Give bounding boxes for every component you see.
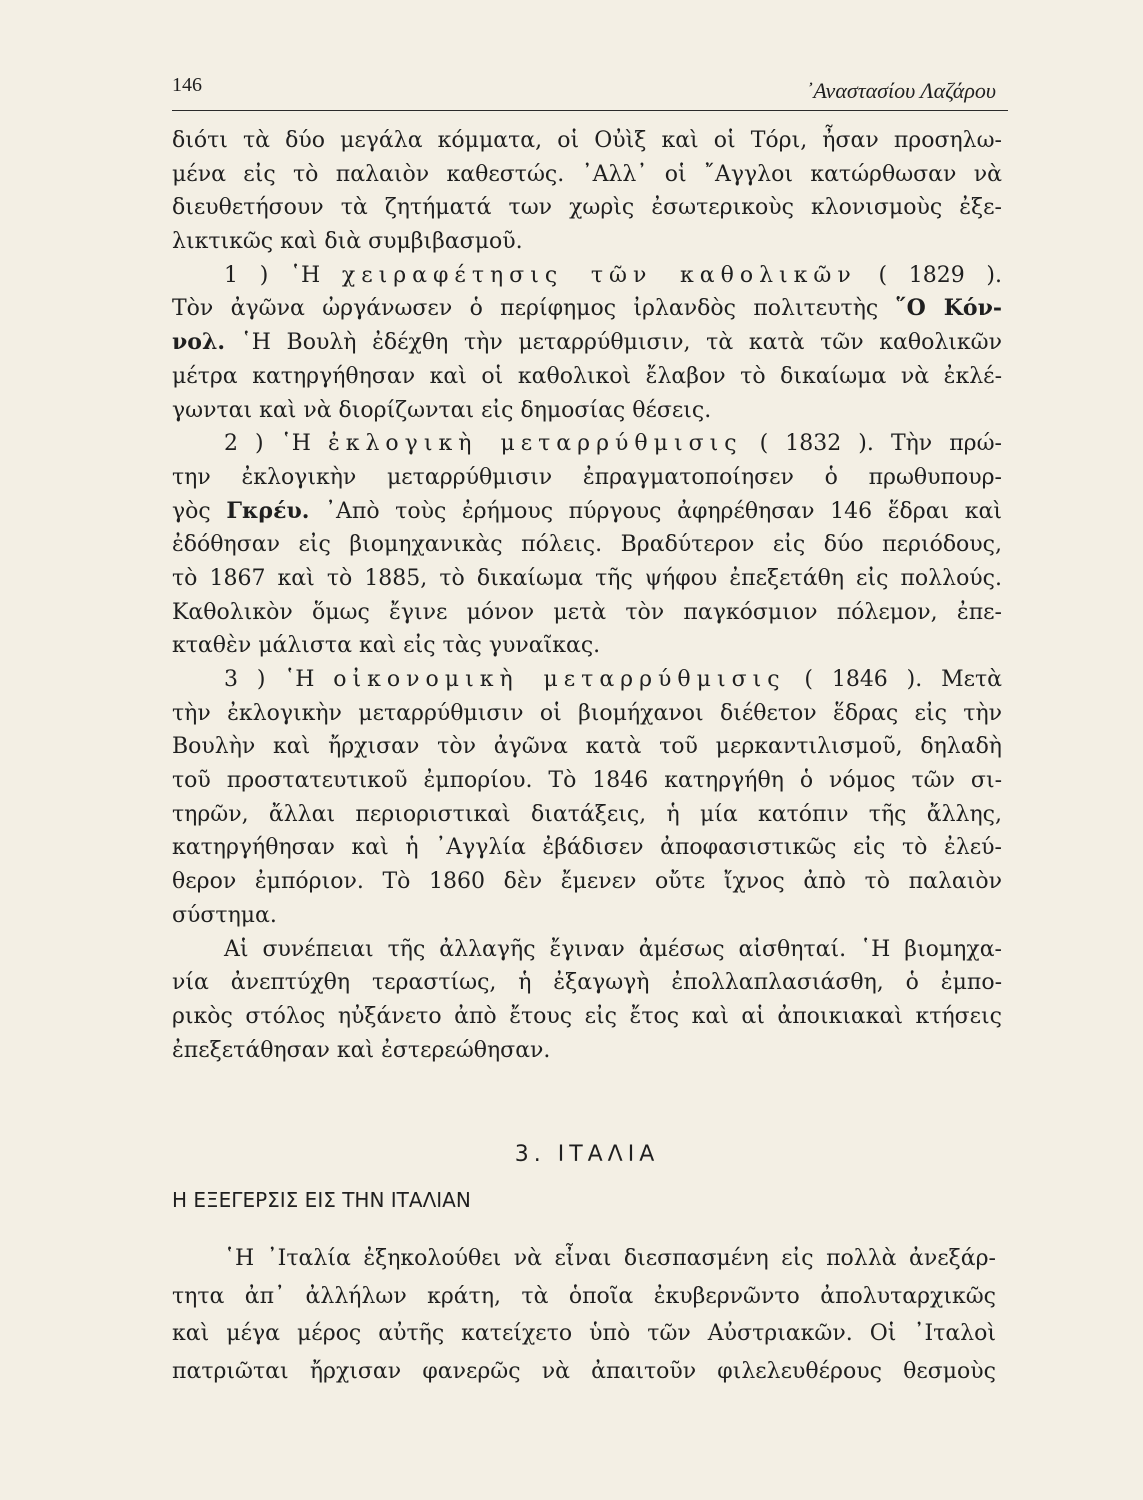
text-line: την ἐκλογικὴν μεταρρύθμισιν ἐπραγματοποίησεν ὁ πρωθυπουρ- xyxy=(172,464,1002,490)
item-title: οἰκονομικὴ μεταρρύθμισις xyxy=(333,667,786,692)
text-line: ῾Η ᾿Ιταλία ἐξηκολούθει νὰ εἶναι διεσπασμένη εἰς πολλὰ ἀνεξάρ- xyxy=(224,1246,996,1271)
text-line: κατηργήθησαν καὶ ἡ ᾿Αγγλία ἐβάδισεν ἀποφασιστικῶς εἰς τὸ ἐλεύ- xyxy=(172,835,1002,861)
text-line: λικτικῶς καὶ διὰ συμβιβασμοῦ. xyxy=(172,229,523,255)
item-year: ( 1846 ). xyxy=(804,667,923,692)
bold-name: ῞Ο Κόν- xyxy=(895,295,1003,322)
bold-name: Γκρέυ. xyxy=(226,497,310,524)
text-line: Αἱ συνέπειαι τῆς ἀλλαγῆς ἔγιναν ἀμέσως αἰσθηταί. ῾Η βιομηχα- xyxy=(224,936,1002,962)
text-line: ρικὸς στόλος ηὐξάνετο ἀπὸ ἔτους εἰς ἔτος καὶ αἱ ἀποικιακαὶ κτήσεις xyxy=(172,1003,1002,1029)
text-line: τὴν ἐκλογικὴν μεταρρύθμισιν οἱ βιομήχανοι διέθετον ἕδρας εἰς τὴν xyxy=(172,700,1002,726)
list-item-heading xyxy=(172,259,1002,293)
item-year: ( 1832 ). xyxy=(759,431,874,457)
text-line: Βουλὴν καὶ ἤρχισαν τὸν ἀγῶνα κατὰ τοῦ μερκαντιλισμοῦ, δηλαδὴ xyxy=(172,734,1002,760)
text-span: ῾Η Βουλὴ ἐδέχθη τὴν μεταρρύθμισιν, τὰ κατὰ τῶν καθολικῶν xyxy=(240,330,1002,356)
running-title: ᾿Αναστασίου Λαζάρου xyxy=(806,78,996,103)
text-span: Μετὰ xyxy=(941,667,1003,692)
text-line: τὸ 1867 καὶ τὸ 1885, τὸ δικαίωμα τῆς ψήφου ἐπεξετάθη εἰς πολλούς. xyxy=(172,565,1002,591)
text-line: πατριῶται ἤρχισαν φανερῶς νὰ ἀπαιτοῦν φιλελευθέρους θεσμοὺς xyxy=(172,1358,996,1384)
section-subheading: Η ΕΞΕΓΕΡΣΙΣ ΕΙΣ ΤΗΝ ΙΤΑΛΙΑΝ xyxy=(172,1188,471,1212)
text-line: μένα εἰς τὸ παλαιὸν καθεστώς. ᾿Αλλ᾿ οἱ ῎Αγγλοι κατώρθωσαν νὰ xyxy=(172,161,1002,187)
text-line xyxy=(172,326,1002,360)
text-line: γωνται καὶ νὰ διορίζωνται εἰς δημοσίας θέσεις. xyxy=(172,397,712,423)
text-line: κταθὲν μάλιστα καὶ εἰς τὰς γυναῖκας. xyxy=(172,633,601,659)
list-item-heading xyxy=(172,427,1002,461)
text-line xyxy=(172,495,1002,529)
text-line: ἐδόθησαν εἰς βιομηχανικὰς πόλεις. Βραδύτερον εἰς δύο περιόδους, xyxy=(172,532,1002,558)
section-title: 3. ΙΤΑΛΙΑ xyxy=(514,1142,660,1167)
text-line: καὶ μέγα μέρος αὐτῆς κατείχετο ὑπὸ τῶν Αὐστριακῶν. Οἱ ᾿Ιταλοὶ xyxy=(172,1321,996,1346)
text-line: διότι τὰ δύο μεγάλα κόμματα, οἱ Οὐὶξ καὶ οἱ Τόρι, ἦσαν προσηλω- xyxy=(172,128,1002,153)
text-line: τητα ἀπ᾿ ἀλλήλων κράτη, τὰ ὁποῖα ἐκυβερνῶντο ἀπολυταρχικῶς xyxy=(172,1283,996,1309)
page-number: 146 xyxy=(172,74,202,96)
text-line: Καθολικὸν ὅμως ἔγινε μόνον μετὰ τὸν παγκόσμιον πόλεμον, ἐπε- xyxy=(172,599,1002,625)
text-span: ᾿Απὸ τοὺς ἐρήμους πύργους ἀφηρέθησαν 146 ἕδραι καὶ xyxy=(324,498,1003,524)
body-text-italy xyxy=(172,1240,996,1390)
item-number: 1 ) ῾Η xyxy=(224,262,321,288)
text-line: νία ἀνεπτύχθη τεραστίως, ἡ ἐξαγωγὴ ἐπολλαπλασιάσθη, ὁ ἐμπο- xyxy=(172,970,1002,996)
text-line xyxy=(172,292,1002,326)
text-span: Τὸν ἀγῶνα ὠργάνωσεν ὁ περίφημος ἰρλανδὸς πολιτευτὴς xyxy=(172,296,879,322)
text-line: διευθετήσουν τὰ ζητήματά των χωρὶς ἐσωτερικοὺς κλονισμοὺς ἐξε- xyxy=(172,195,1002,221)
text-line: τοῦ προστατευτικοῦ ἐμπορίου. Τὸ 1846 κατηργήθη ὁ νόμος τῶν σι- xyxy=(172,768,1002,794)
text-line: μέτρα κατηργήθησαν καὶ οἱ καθολικοὶ ἔλαβον τὸ δικαίωμα νὰ ἐκλέ- xyxy=(172,363,1002,389)
text-line: θερον ἐμπόριον. Τὸ 1860 δὲν ἔμενεν οὔτε ἴχνος ἀπὸ τὸ παλαιὸν xyxy=(172,869,1002,895)
item-title: χειραφέτησις τῶν καθολικῶν xyxy=(341,262,857,288)
running-head xyxy=(172,68,996,102)
item-year: ( 1829 ). xyxy=(878,262,1002,288)
item-number: 2 ) ῾Η xyxy=(224,431,311,457)
text-line: τηρῶν, ἄλλαι περιοριστικαὶ διατάξεις, ἡ μία κατόπιν τῆς ἄλλης, xyxy=(172,801,1002,827)
item-title: ἐκλογικὴ μεταρρύθμισις xyxy=(327,431,743,457)
bold-name: νολ. xyxy=(172,329,226,356)
header-rule xyxy=(172,110,1008,111)
text-line: σύστημα. xyxy=(172,902,277,928)
text-span: γὸς xyxy=(172,498,211,524)
text-line: ἐπεξετάθησαν καὶ ἐστερεώθησαν. xyxy=(172,1037,551,1063)
list-item-heading xyxy=(172,663,1002,697)
item-number: 3 ) ῾Η xyxy=(224,667,315,692)
text-span: Τὴν πρώ- xyxy=(890,431,1002,457)
body-text xyxy=(172,124,1002,1067)
